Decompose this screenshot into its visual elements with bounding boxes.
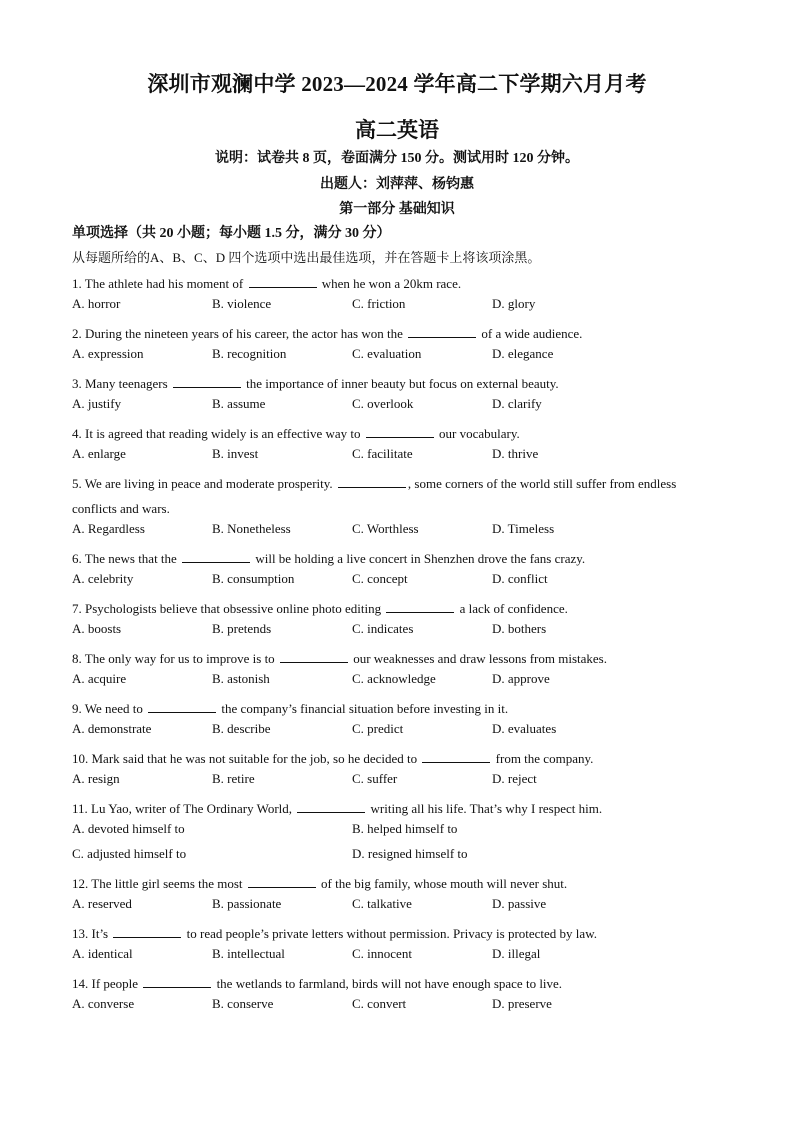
question-text: from the company. (492, 751, 594, 766)
answer-option[interactable]: D. passive (492, 896, 547, 911)
answer-option[interactable]: D. Timeless (492, 521, 555, 536)
option-row (72, 571, 732, 596)
answer-blank (366, 425, 434, 438)
answer-option[interactable]: B. assume (212, 396, 266, 411)
answer-blank (338, 475, 406, 488)
answer-option[interactable]: C. convert (352, 996, 407, 1011)
question-stem (72, 271, 732, 296)
answer-blank (248, 875, 316, 888)
answer-blank (408, 325, 476, 338)
option-row (72, 846, 732, 871)
answer-option[interactable]: D. preserve (492, 996, 552, 1011)
answer-option[interactable]: D. resigned himself to (352, 846, 468, 861)
section-instruction: 从每题所给的A、B、C、D 四个选项中选出最佳选项，并在答题卡上将该项涂黑。 (72, 250, 541, 265)
section-title: 单项选择（共 20 小题；每小题 1.5 分，满分 30 分） (72, 226, 391, 241)
question-text: 6. The news that the (72, 551, 181, 566)
answer-option[interactable]: C. facilitate (352, 446, 413, 461)
question-text: 13. It’s (72, 926, 112, 941)
question-stem (72, 746, 732, 771)
question-text: 10. Mark said that he was not suitable for the job, so he decided to (72, 751, 421, 766)
answer-option[interactable]: C. overlook (352, 396, 414, 411)
answer-blank (422, 750, 490, 763)
option-row (72, 946, 732, 971)
answer-option[interactable]: B. invest (212, 446, 259, 461)
question-text: the importance of inner beauty but focus on external beauty. (242, 376, 559, 391)
answer-blank (386, 600, 454, 613)
question-text: our vocabulary. (435, 426, 520, 441)
answer-option[interactable]: B. intellectual (212, 946, 285, 961)
answer-option[interactable]: A. resign (72, 771, 120, 786)
answer-option[interactable]: B. retire (212, 771, 255, 786)
option-row (72, 821, 732, 846)
answer-option[interactable]: C. adjusted himself to (72, 846, 187, 861)
answer-option[interactable]: C. talkative (352, 896, 412, 911)
question-text: 2. During the nineteen years of his career, the actor has won the (72, 326, 407, 341)
option-row (72, 396, 732, 421)
answer-blank (173, 375, 241, 388)
subject-title: 高二英语 (355, 118, 439, 142)
question-stem (72, 696, 732, 721)
question-stem (72, 321, 732, 346)
option-row (72, 521, 732, 546)
answer-option[interactable]: C. friction (352, 296, 406, 311)
answer-option[interactable]: D. approve (492, 671, 550, 686)
option-row (72, 996, 732, 1021)
answer-option[interactable]: C. innocent (352, 946, 412, 961)
question-text: the wetlands to farmland, birds will not have enough space to live. (213, 976, 563, 991)
option-row (72, 671, 732, 696)
question-text: the company’s financial situation before investing in it. (218, 701, 509, 716)
answer-blank (280, 650, 348, 663)
answer-option[interactable]: A. reserved (72, 896, 132, 911)
option-row (72, 896, 732, 921)
question-text: will be holding a live concert in Shenzhen drove the fans crazy. (252, 551, 586, 566)
question-text: 11. Lu Yao, writer of The Ordinary World, (72, 801, 296, 816)
question-stem (72, 546, 732, 571)
answer-option[interactable]: B. Nonetheless (212, 521, 291, 536)
option-row (72, 296, 732, 321)
answer-blank (113, 925, 181, 938)
answer-option[interactable]: B. passionate (212, 896, 282, 911)
answer-option[interactable]: C. predict (352, 721, 404, 736)
answer-option[interactable]: B. violence (212, 296, 272, 311)
answer-option[interactable]: D. illegal (492, 946, 541, 961)
answer-option[interactable]: A. expression (72, 346, 144, 361)
exam-authors: 出题人：刘萍萍、杨钧惠 (320, 177, 474, 192)
question-text: 12. The little girl seems the most (72, 876, 246, 891)
question-text: our weaknesses and draw lessons from mistakes. (349, 651, 607, 666)
answer-option[interactable]: A. justify (72, 396, 122, 411)
question-text: of a wide audience. (478, 326, 583, 341)
answer-option[interactable]: A. acquire (72, 671, 127, 686)
question-text: 3. Many teenagers (72, 376, 171, 391)
answer-option[interactable]: C. concept (352, 571, 408, 586)
answer-option[interactable]: D. glory (492, 296, 536, 311)
answer-option[interactable]: B. conserve (212, 996, 274, 1011)
answer-option[interactable]: A. identical (72, 946, 133, 961)
answer-option[interactable]: D. clarify (492, 396, 542, 411)
answer-option[interactable]: C. indicates (352, 621, 414, 636)
question-text: , some corners of the world still suffer from endless (407, 476, 677, 491)
question-text: 9. We need to (72, 701, 147, 716)
answer-option[interactable]: D. reject (492, 771, 537, 786)
question-text: 5. We are living in peace and moderate prosperity. (72, 476, 336, 491)
answer-option[interactable]: A. horror (72, 296, 121, 311)
question-stem (72, 796, 732, 821)
exam-title: 深圳市观澜中学 2023—2024 学年高二下学期六月月考 (147, 72, 647, 96)
exam-note: 说明：试卷共 8 页，卷面满分 150 分。测试用时 120 分钟。 (215, 151, 579, 166)
answer-option[interactable]: A. celebrity (72, 571, 134, 586)
question-text: conflicts and wars. (72, 501, 170, 516)
question-stem (72, 421, 732, 446)
answer-option[interactable]: A. enlarge (72, 446, 126, 461)
answer-option[interactable]: D. evaluates (492, 721, 557, 736)
answer-option[interactable]: D. elegance (492, 346, 554, 361)
question-text: 7. Psychologists believe that obsessive online photo editing (72, 601, 385, 616)
answer-option[interactable]: A. boosts (72, 621, 122, 636)
question-text: of the big family, whose mouth will never shut. (317, 876, 568, 891)
answer-option[interactable]: B. astonish (212, 671, 270, 686)
question-text: a lack of confidence. (456, 601, 568, 616)
answer-option[interactable]: C. Worthless (352, 521, 419, 536)
question-stem (72, 921, 732, 946)
option-row (72, 771, 732, 796)
answer-option[interactable]: C. suffer (352, 771, 398, 786)
question-text: to read people’s private letters without permission. Privacy is protected by law. (183, 926, 597, 941)
part-title: 第一部分 基础知识 (339, 202, 455, 217)
answer-option[interactable]: B. pretends (212, 621, 272, 636)
question-text: writing all his life. That’s why I respect him. (367, 801, 603, 816)
question-text: when he won a 20km race. (318, 276, 462, 291)
answer-option[interactable]: A. demonstrate (72, 721, 152, 736)
answer-option[interactable]: A. converse (72, 996, 135, 1011)
option-row (72, 346, 732, 371)
answer-option[interactable]: D. thrive (492, 446, 539, 461)
question-stem (72, 371, 732, 396)
question-stem (72, 646, 732, 671)
answer-option[interactable]: D. bothers (492, 621, 547, 636)
answer-option[interactable]: D. conflict (492, 571, 548, 586)
question-text: 1. The athlete had his moment of (72, 276, 247, 291)
option-row (72, 721, 732, 746)
answer-blank (143, 975, 211, 988)
answer-option[interactable]: B. consumption (212, 571, 295, 586)
question-stem (72, 596, 732, 621)
answer-blank (148, 700, 216, 713)
answer-option[interactable]: A. devoted himself to (72, 821, 185, 836)
question-stem (72, 471, 732, 521)
question-stem (72, 971, 732, 996)
answer-option[interactable]: B. recognition (212, 346, 287, 361)
answer-option[interactable]: C. acknowledge (352, 671, 436, 686)
option-row (72, 621, 732, 646)
question-text: 8. The only way for us to improve is to (72, 651, 278, 666)
question-text: 4. It is agreed that reading widely is an effective way to (72, 426, 364, 441)
answer-option[interactable]: C. evaluation (352, 346, 422, 361)
option-row (72, 446, 732, 471)
answer-blank (182, 550, 250, 563)
answer-option[interactable]: B. helped himself to (352, 821, 458, 836)
answer-blank (249, 275, 317, 288)
answer-option[interactable]: A. Regardless (72, 521, 145, 536)
answer-blank (297, 800, 365, 813)
question-text: 14. If people (72, 976, 142, 991)
question-stem (72, 871, 732, 896)
answer-option[interactable]: B. describe (212, 721, 271, 736)
